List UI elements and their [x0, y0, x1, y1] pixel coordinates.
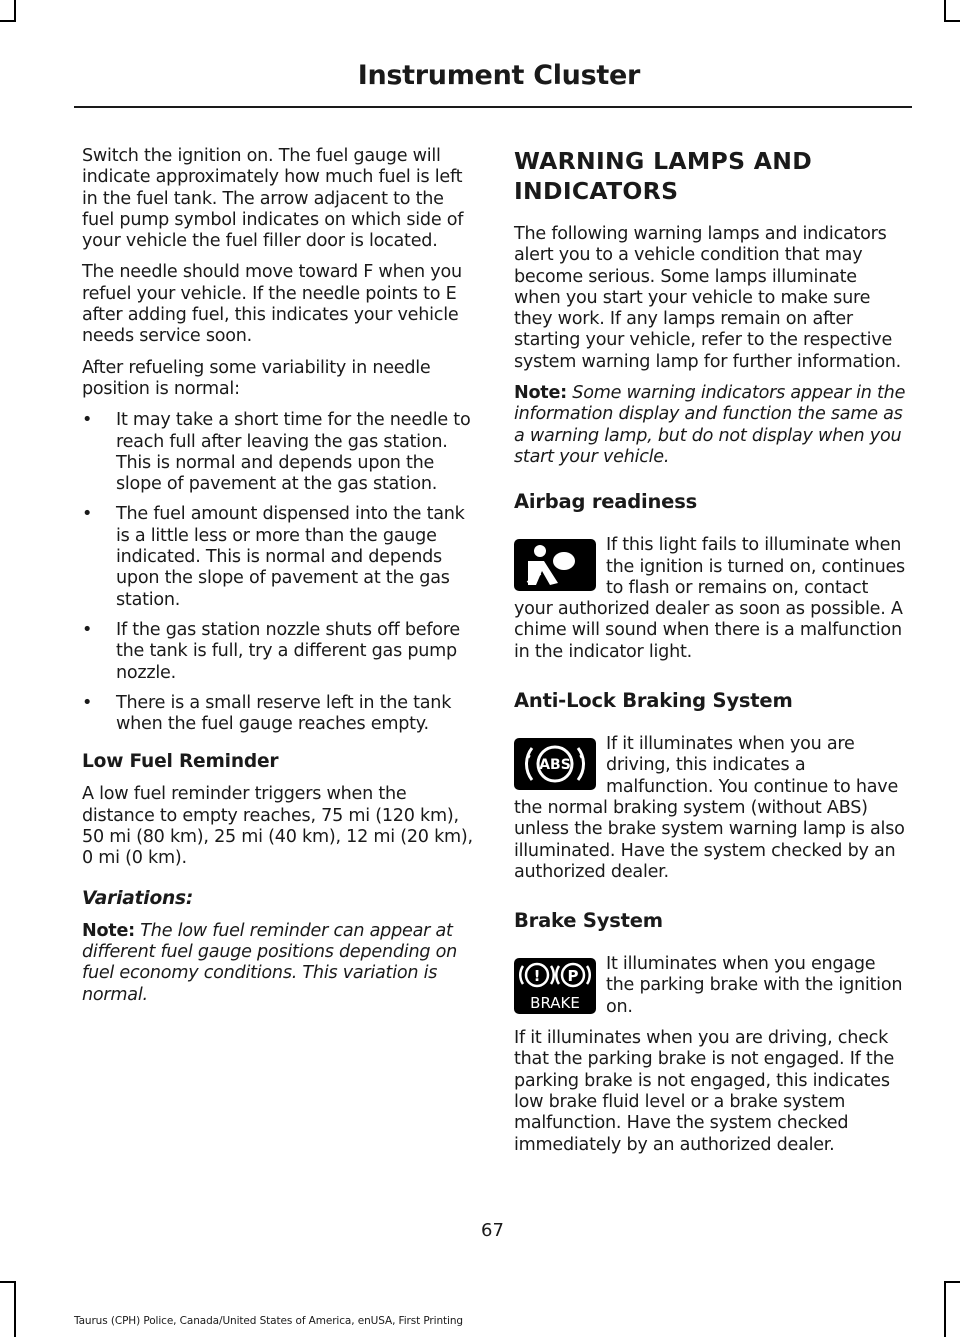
- paragraph: If it illuminates when you are driving, check that the parking brake is not engaged. If the parking brake is not engaged, this indicates low brake fluid level or a brake system malfunction. Have the system checked immediately by an authorized dealer.: [514, 1028, 895, 1155]
- bullet-glyph: •: [82, 504, 93, 525]
- abs-icon-label: ABS: [539, 757, 571, 774]
- airbag-heading: Airbag readiness: [514, 490, 698, 514]
- section-heading: [514, 146, 907, 206]
- bullet-list: [82, 410, 474, 735]
- note: [514, 383, 907, 468]
- brake-icon-exclaim: !: [533, 967, 541, 986]
- paragraph: It illuminates when you engage the parking brake with the ignition on.: [606, 954, 903, 1017]
- page-number: 67: [481, 1220, 504, 1241]
- brake-heading: Brake System: [514, 909, 663, 933]
- variations-heading: Variations:: [82, 887, 194, 909]
- section-heading-line: WARNING LAMPS AND: [514, 147, 813, 175]
- list-item-text: If the gas station nozzle shuts off before the tank is full, try a different gas pump nozzle.: [116, 619, 460, 683]
- paragraph: The following warning lamps and indicators alert you to a vehicle condition that may become serious. Some lamps illuminate when you start your vehicle to make sure they work. If any lamps remain on after starting your vehicle, refer to the respective system warning lamp for further information.: [514, 224, 902, 372]
- low-fuel-heading: Low Fuel Reminder: [82, 751, 279, 773]
- left-column: [82, 146, 474, 1016]
- crop-mark: [0, 20, 16, 22]
- airbag-section: [514, 535, 907, 663]
- list-item: [82, 504, 474, 610]
- abs-section: [514, 734, 907, 883]
- bullet-glyph: •: [82, 692, 93, 713]
- list-item: [82, 693, 474, 736]
- list-item: [82, 410, 474, 495]
- crop-mark: [944, 1281, 946, 1337]
- crop-mark: [0, 1281, 16, 1283]
- note-text: Some warning indicators appear in the information display and function the same as a warning lamp, but do not display when you start your vehicle.: [514, 383, 906, 467]
- page-title: Instrument Cluster: [357, 60, 640, 91]
- paragraph: The needle should move toward F when you refuel your vehicle. If the needle points to E after adding fuel, this indicates your vehicle needs service soon.: [82, 262, 462, 347]
- note-text: The low fuel reminder can appear at different fuel gauge positions depending on fuel economy conditions. This variation is normal.: [82, 920, 458, 1005]
- section-heading-line: INDICATORS: [514, 177, 679, 205]
- airbag-warning-icon: [514, 539, 596, 591]
- abs-warning-icon: [514, 738, 596, 790]
- note-label: Note:: [514, 383, 567, 404]
- right-column: [514, 146, 907, 1166]
- crop-mark: [944, 0, 946, 22]
- bullet-glyph: •: [82, 619, 93, 640]
- footer-text: Taurus (CPH) Police, Canada/United States of America, enUSA, First Printing: [74, 1315, 463, 1327]
- brake-icon-p: P: [567, 967, 579, 986]
- brake-icon-label: BRAKE: [530, 994, 580, 1013]
- paragraph: Switch the ignition on. The fuel gauge will indicate approximately how much fuel is left in the fuel tank. The arrow adjacent to the fuel pump symbol indicates on which side of your vehicle the fuel filler door is located.: [82, 146, 464, 252]
- header-divider: [74, 106, 912, 108]
- note-label: Note:: [82, 920, 135, 941]
- paragraph: If this light fails to illuminate when the ignition is turned on, continues to flash or remains on, contact your authorized dealer as soon as possible. A chime will sound when there is a malfunction in the indicator light.: [514, 535, 905, 662]
- list-item-text: It may take a short time for the needle to reach full after leaving the gas station. This is normal and depends upon the slope of pavement at the gas station.: [116, 410, 471, 495]
- crop-mark: [14, 0, 16, 22]
- brake-section: [514, 954, 907, 1156]
- list-item-text: The fuel amount dispensed into the tank is a little less or more than the gauge indicated. This is normal and depends upon the slope of pavement at the gas station.: [116, 504, 465, 610]
- list-item: [82, 620, 474, 684]
- crop-mark: [14, 1281, 16, 1337]
- list-item-text: There is a small reserve left in the tank when the fuel gauge reaches empty.: [116, 692, 452, 735]
- brake-warning-icon: [514, 958, 596, 1014]
- paragraph: A low fuel reminder triggers when the distance to empty reaches, 75 mi (120 km), 50 mi (80 km), 25 mi (40 km), 12 mi (20 km), 0 mi (0 km).: [82, 784, 473, 869]
- bullet-glyph: •: [82, 410, 93, 431]
- paragraph: After refueling some variability in needle position is normal:: [82, 357, 431, 399]
- note: [82, 921, 474, 1006]
- paragraph: If it illuminates when you are driving, this indicates a malfunction. You continue to have the normal braking system (without ABS) unless the brake system warning lamp is also illuminated. Have the system checked by an authorized dealer.: [514, 734, 905, 882]
- crop-mark: [944, 20, 960, 22]
- abs-heading: Anti-Lock Braking System: [514, 689, 793, 713]
- crop-mark: [944, 1281, 960, 1283]
